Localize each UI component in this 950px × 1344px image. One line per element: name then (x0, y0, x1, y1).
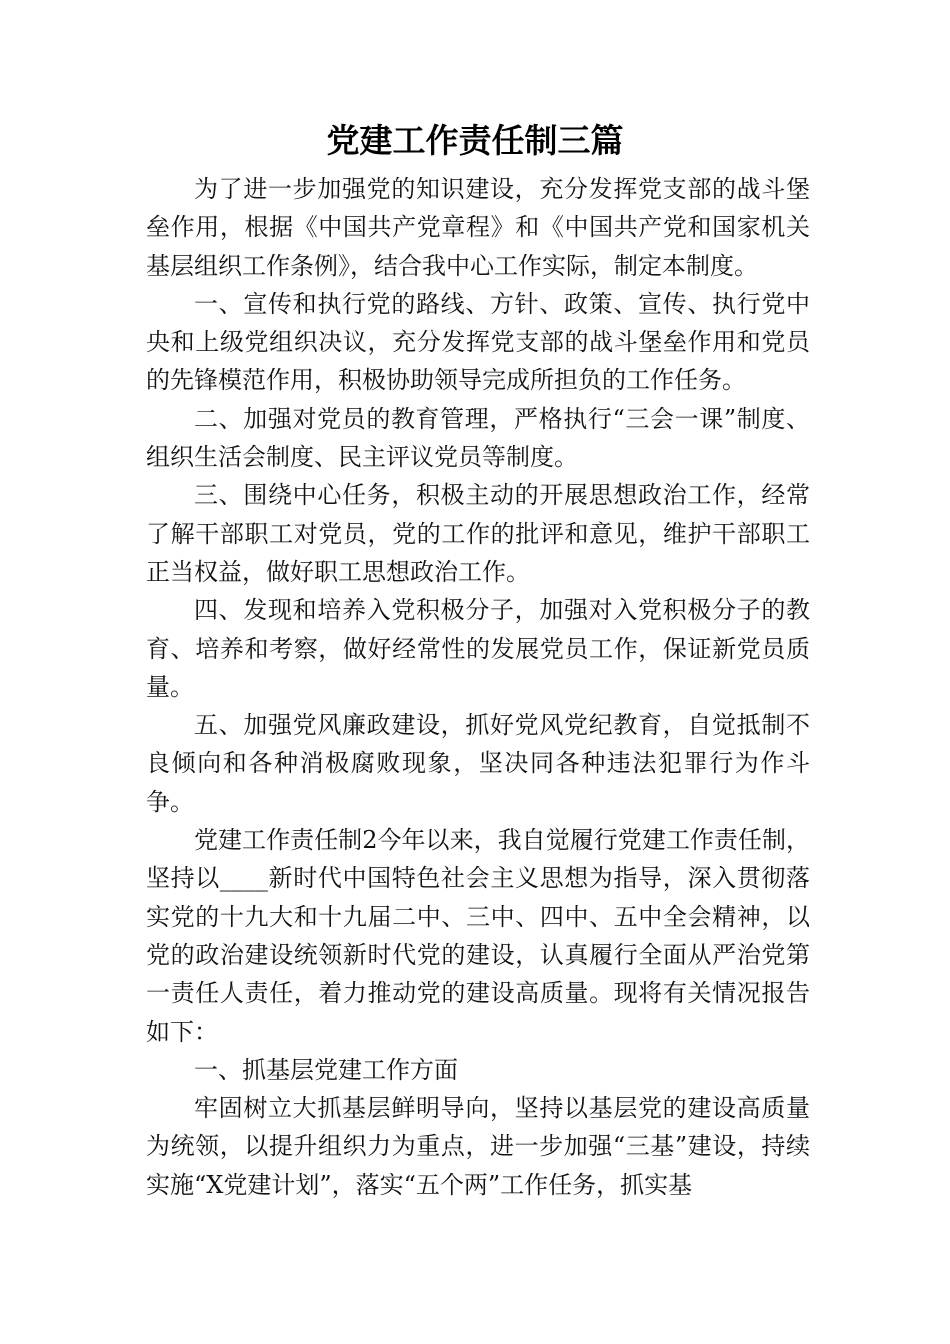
paragraph-section-body (146, 1089, 810, 1204)
paragraph-intro (146, 170, 810, 285)
section-heading (146, 1051, 810, 1089)
paragraph-text: 为了进一步加强党的知识建设，充分发挥党支部的战斗堡垒作用，根据《中国共产党章程》和《中国共产党和国家机关基层组织工作条例》，结合我中心工作实际，制定本制度。 (146, 175, 810, 280)
paragraph-text: 四、发现和培养入党积极分子，加强对入党积极分子的教育、培养和考察，做好经常性的发展党员工作，保证新党员质量。 (146, 596, 810, 701)
paragraph-text: 党建工作责任制2今年以来，我自觉履行党建工作责任制，坚持以____新时代中国特色社会主义思想为指导，深入贯彻落实党的十九大和十九届二中、三中、四中、五中全会精神，以党的政治建设统领新时代党的建设，认真履行全面从严治党第一责任人责任，着力推动党的建设高质量。现将有关情况报告如下： (146, 826, 810, 1046)
paragraph-item-4 (146, 591, 810, 706)
paragraph-text: 五、加强党风廉政建设，抓好党风党纪教育，自觉抵制不良倾向和各种消极腐败现象，坚决同各种违法犯罪行为作斗争。 (146, 711, 810, 816)
section-heading-text: 一、抓基层党建工作方面 (194, 1055, 458, 1084)
paragraph-text: 牢固树立大抓基层鲜明导向，坚持以基层党的建设高质量为统领，以提升组织力为重点，进一步加强“三基”建设，持续实施“X党建计划”，落实“五个两”工作任务，抓实基 (146, 1094, 810, 1199)
paragraph-item-2 (146, 400, 810, 477)
paragraph-report-intro (146, 821, 810, 1051)
document-title: 党建工作责任制三篇 (326, 121, 624, 160)
paragraph-item-1 (146, 285, 810, 400)
paragraph-text: 一、宣传和执行党的路线、方针、政策、宣传、执行党中央和上级党组织决议，充分发挥党支部的战斗堡垒作用和党员的先锋模范作用，积极协助领导完成所担负的工作任务。 (146, 289, 810, 395)
document-body (146, 170, 810, 1204)
paragraph-item-3 (146, 476, 810, 591)
paragraph-text: 三、围绕中心任务，积极主动的开展思想政治工作，经常了解干部职工对党员，党的工作的批评和意见，维护干部职工正当权益，做好职工思想政治工作。 (146, 481, 810, 586)
paragraph-text: 二、加强对党员的教育管理，严格执行“三会一课”制度、组织生活会制度、民主评议党员等制度。 (146, 404, 810, 472)
paragraph-item-5 (146, 706, 810, 821)
